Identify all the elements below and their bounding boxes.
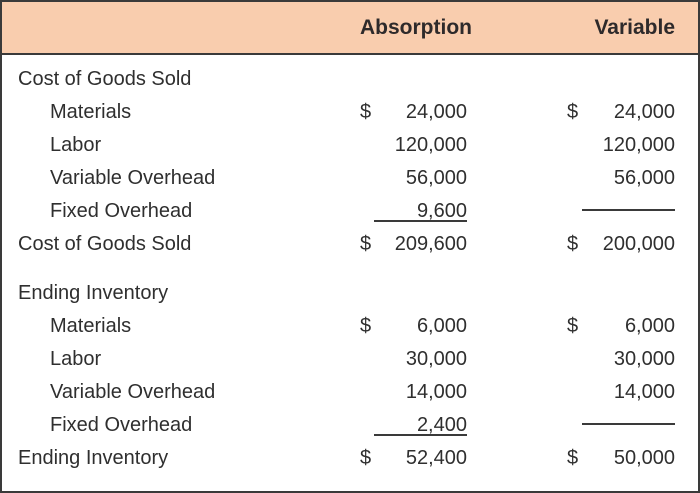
table-row — [2, 195, 698, 228]
total-row — [2, 442, 698, 475]
amount-value: 24,000 — [405, 101, 467, 123]
total-row — [2, 228, 698, 261]
row-label: Variable Overhead — [50, 167, 216, 189]
amount-value: 9,600 — [416, 200, 467, 222]
table-row — [2, 129, 698, 162]
amount-cell-variable — [567, 101, 675, 124]
amount-value: 30,000 — [405, 348, 467, 370]
row-label: Labor — [50, 134, 102, 156]
total-amount-variable — [567, 233, 675, 256]
amount-cell-variable — [567, 315, 675, 338]
amount-value: 120,000 — [394, 134, 467, 156]
currency-symbol: $ — [567, 233, 579, 255]
column-header-absorption: Absorption — [360, 15, 472, 39]
currency-symbol: $ — [567, 101, 579, 123]
amount-cell-variable — [567, 348, 675, 371]
row-label: Variable Overhead — [50, 381, 216, 403]
section-title: Ending Inventory — [18, 282, 169, 304]
total-amount-absorption — [360, 447, 467, 470]
section-title-row — [2, 63, 698, 96]
amount-value: 209,600 — [394, 233, 467, 255]
section-gap — [2, 261, 698, 277]
amount-value: 6,000 — [416, 315, 467, 337]
section-title-row — [2, 277, 698, 310]
amount-cell-absorption — [360, 200, 467, 223]
amount-cell-absorption — [360, 101, 467, 124]
amount-value: 14,000 — [405, 381, 467, 403]
currency-symbol: $ — [360, 315, 372, 337]
table-row — [2, 310, 698, 343]
currency-symbol: $ — [360, 233, 372, 255]
row-label: Materials — [50, 315, 132, 337]
amount-value: 6,000 — [624, 315, 675, 337]
amount-value: 56,000 — [613, 167, 675, 189]
column-header-variable: Variable — [594, 15, 675, 39]
section-title: Cost of Goods Sold — [18, 68, 192, 90]
row-label: Labor — [50, 348, 102, 370]
total-amount-variable — [567, 447, 675, 470]
total-label: Cost of Goods Sold — [18, 233, 192, 255]
amount-cell-absorption — [360, 167, 467, 190]
amount-value: 200,000 — [602, 233, 675, 255]
table-row — [2, 409, 698, 442]
currency-symbol: $ — [567, 447, 579, 469]
amount-value: 30,000 — [613, 348, 675, 370]
amount-cell-absorption — [360, 134, 467, 157]
amount-cell-variable — [567, 381, 675, 404]
total-label: Ending Inventory — [18, 447, 169, 469]
amount-value: 120,000 — [602, 134, 675, 156]
amount-cell-absorption — [360, 414, 467, 437]
table-row — [2, 376, 698, 409]
currency-symbol: $ — [567, 315, 579, 337]
amount-value: 14,000 — [613, 381, 675, 403]
amount-cell-absorption — [360, 381, 467, 404]
table-row — [2, 96, 698, 129]
row-label: Fixed Overhead — [50, 200, 193, 222]
currency-symbol: $ — [360, 101, 372, 123]
row-label: Fixed Overhead — [50, 414, 193, 436]
table-row — [2, 162, 698, 195]
amount-cell-absorption — [360, 348, 467, 371]
amount-value: 52,400 — [405, 447, 467, 469]
amount-cell-variable — [567, 167, 675, 190]
amount-value: 50,000 — [613, 447, 675, 469]
amount-value: 24,000 — [613, 101, 675, 123]
amount-cell-variable — [567, 134, 675, 157]
table-body — [2, 55, 698, 475]
currency-symbol: $ — [360, 447, 372, 469]
amount-value: 2,400 — [416, 414, 467, 436]
amount-cell-absorption — [360, 315, 467, 338]
total-amount-absorption — [360, 233, 467, 256]
table-header-row — [2, 2, 698, 55]
amount-value: 56,000 — [405, 167, 467, 189]
row-label: Materials — [50, 101, 132, 123]
table-row — [2, 343, 698, 376]
